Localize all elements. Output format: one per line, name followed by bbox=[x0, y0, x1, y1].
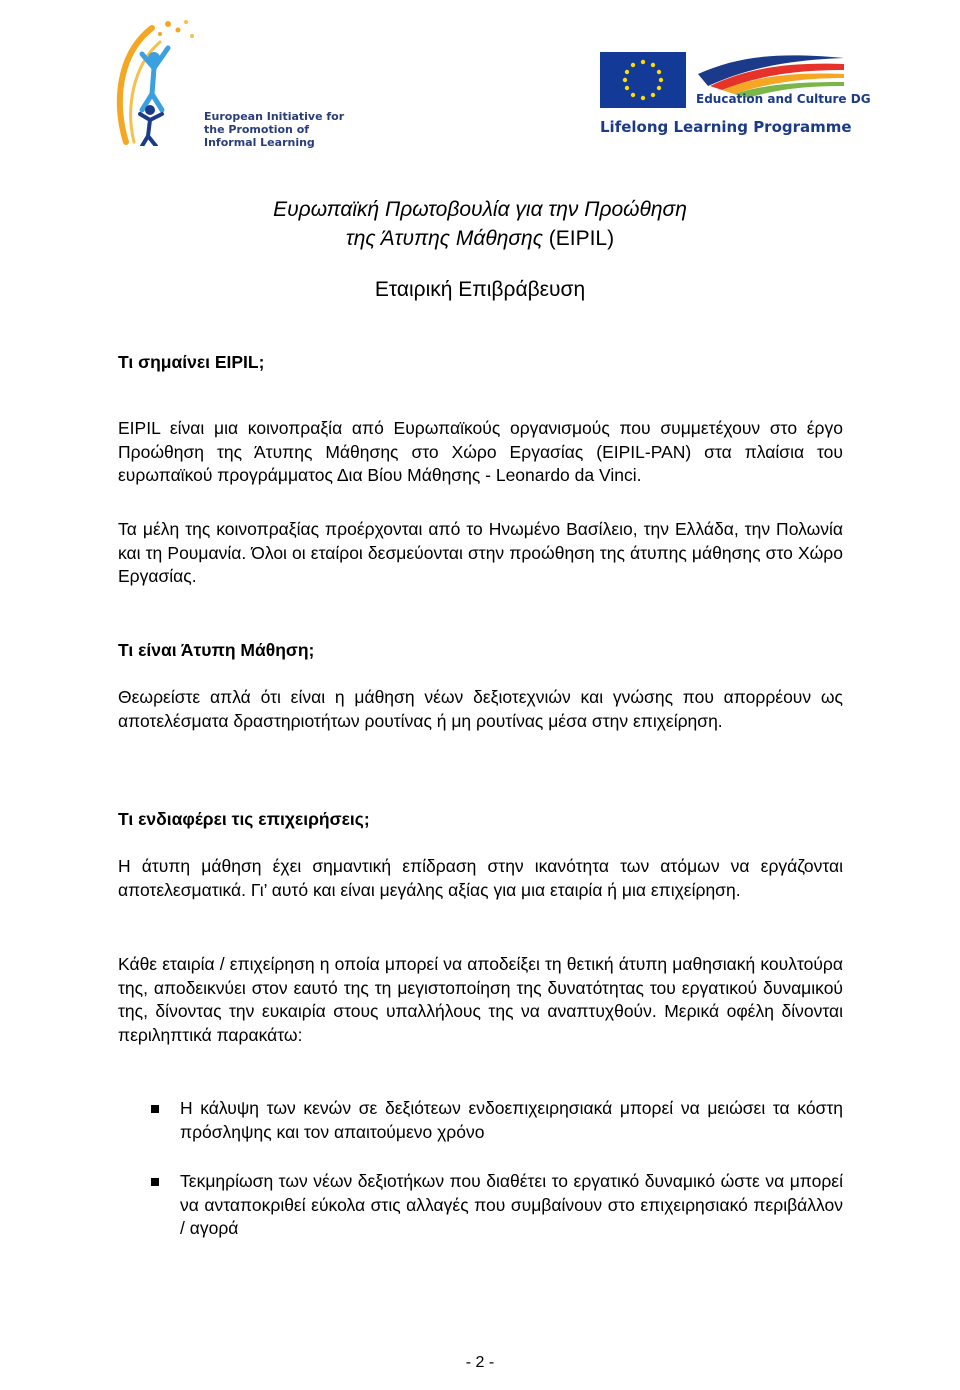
bullet-square-icon bbox=[151, 1105, 159, 1113]
page-number: - 2 - bbox=[465, 1354, 495, 1371]
eu-dg-label: Education and Culture DG bbox=[696, 92, 871, 106]
list-item-text: Η κάλυψη των κενών σε δεξιότεων ενδοεπιχειρησιακά μπορεί να μειώσει τα κόστη πρόσληψης και τον απαιτούμενο χρόνο bbox=[180, 1098, 843, 1142]
eipil-logo-caption: European Initiative for the Promotion of Informal Learning bbox=[204, 110, 345, 149]
title-line-2-italic: της Άτυπης Μάθησης bbox=[345, 227, 543, 250]
paragraph-business-impact: Η άτυπη μάθηση έχει σημαντική επίδραση στην ικανότητα των ατόμων να εργάζονται αποτελεσματικά. Γι’ αυτό και είναι μεγάλης αξίας για μια εταιρία ή μια επιχείρηση. bbox=[118, 856, 843, 900]
list-item-text: Τεκμηρίωση των νέων δεξιοτήκων που διαθέτει το εργατικό δυναμικό ώστε να μπορεί να ανταποκριθεί εύκολα στις αλλαγές που συμβαίνουν στο επιχειρησιακό περιβάλλον / αγορά bbox=[180, 1171, 843, 1239]
section-heading-informal-learning: Τι είναι Άτυπη Μάθηση; bbox=[118, 640, 315, 660]
title-line-1-text: Ευρωπαϊκή Πρωτοβουλία για την Προώθηση bbox=[273, 198, 687, 221]
title-line-2 bbox=[120, 224, 840, 253]
paragraph-eipil-definition: EIPIL είναι μια κοινοπραξία από Ευρωπαϊκούς οργανισμούς που συμμετέχουν στο έργο Προώθηση της Άτυπης Μάθησης στο Χώρο Εργασίας (EIPIL-PAN) στα πλαίσια του ευρωπαϊκού προγράμματος Δια Βίου Μάθησης - Leonardo da Vinci. bbox=[118, 418, 843, 486]
title-line-2-acronym: (EIPIL) bbox=[542, 227, 615, 250]
paragraph-consortium-members: Τα μέλη της κοινοπραξίας προέρχονται από το Ηνωμένο Βασίλειο, την Ελλάδα, την Πολωνία και τη Ρουμανία. Όλοι οι εταίροι δεσμεύονται στην προώθηση της άτυπης μάθησης στο Χώρο Εργασίας. bbox=[118, 519, 843, 587]
bullet-square-icon bbox=[151, 1178, 159, 1186]
eipil-figures-icon bbox=[112, 14, 212, 146]
eipil-logo bbox=[112, 14, 352, 149]
document-subtitle: Εταιρική Επιβράβευση bbox=[374, 278, 586, 301]
lifelong-learning-programme-label: Lifelong Learning Programme bbox=[600, 118, 852, 136]
paragraph-company-benefits: Κάθε εταιρία / επιχείρηση η οποία μπορεί να αποδείξει τη θετική άτυπη μαθησιακή κουλτούρα της, αποδεικνύει στον εαυτό της τη μεγιστοποίηση της δυνατότητας του εργατικού δυναμικού της, δίνοντας την ευκαιρία στους υπαλλήλους της να αναπτυχθούν. Μερικά οφέλη δίνονται περιληπτικά παρακάτω: bbox=[118, 954, 843, 1045]
section-heading-what-is-eipil: Τι σημαίνει EIPIL; bbox=[118, 352, 265, 372]
section-heading-business-interest: Τι ενδιαφέρει τις επιχειρήσεις; bbox=[118, 809, 370, 829]
title-line-1 bbox=[120, 195, 840, 224]
lifelong-learning-logo bbox=[598, 46, 871, 142]
paragraph-informal-learning-definition: Θεωρείστε απλά ότι είναι η μάθηση νέων δεξιοτεχνιών και γνώσης που απορρέουν ως αποτελέσματα δραστηριοτήτων ρουτίνας ή μη ρουτίνας μέσα στην επιχείρηση. bbox=[118, 687, 843, 731]
